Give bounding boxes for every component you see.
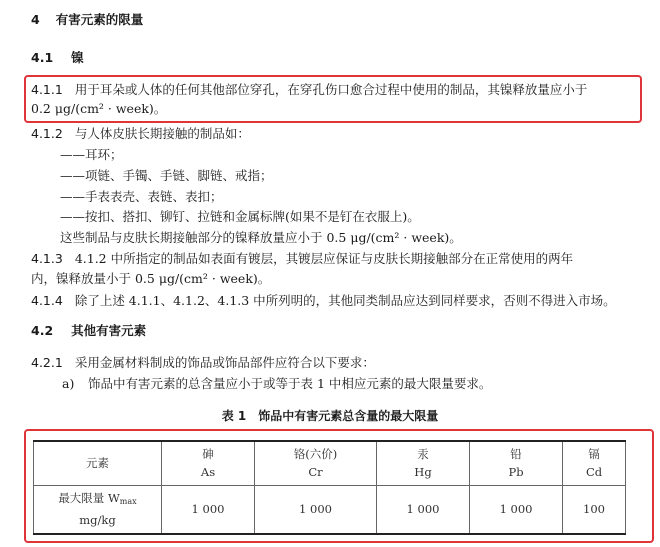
value-cell-cd: 100	[563, 485, 626, 534]
clause-4-1-3-line2: 内，镍释放量小于 0.5 μg/(cm² · week)。	[31, 271, 271, 286]
clause-number: 4.1.1	[31, 82, 63, 97]
clause-text: 采用金属材料制成的饰品或饰品部件应符合以下要求：	[74, 355, 375, 370]
clause-4-1-2-tail: 这些制品与皮肤长期接触部分的镍释放量应小于 0.5 μg/(cm² · week)。	[60, 230, 462, 245]
list-item: ——耳环；	[60, 147, 123, 162]
header-cell-cr: 铬(六价) Cr	[255, 441, 377, 485]
clause-number: 4.1.4	[31, 293, 63, 308]
row-label-cell: 最大限量 $W_{max}$ mg/kg	[34, 485, 162, 534]
clause-4-1-1-line1	[31, 81, 587, 99]
table-1	[33, 440, 626, 535]
table-1-caption: 表 1 饰品中有害元素总含量的最大限量	[221, 409, 439, 423]
clause-4-2-1	[31, 354, 375, 372]
value-cell-cr: 1 000	[255, 485, 377, 534]
list-item: ——按扣、搭扣、铆钉、拉链和金属标牌(如果不是钉在衣服上)。	[60, 209, 420, 224]
list-item: ——项链、手镯、手链、脚链、戒指；	[60, 168, 273, 183]
table-row	[34, 485, 626, 534]
clause-number: 4.2.1	[31, 355, 63, 370]
clause-text: 用于耳朵或人体的任何其他部位穿孔，在穿孔伤口愈合过程中使用的制品，其镍释放量应小于	[74, 82, 588, 97]
table-header-row	[34, 441, 626, 485]
clause-number: 4.1.3	[31, 251, 63, 266]
section-4-1-heading	[31, 49, 84, 67]
header-cell-pb: 铅 Pb	[470, 441, 563, 485]
clause-4-2-1-item-a	[62, 375, 491, 393]
section-number: 4.1	[31, 50, 54, 65]
section-number: 4	[31, 12, 40, 27]
section-title: 其他有害元素	[71, 323, 147, 338]
value-cell-pb: 1 000	[470, 485, 563, 534]
section-title: 有害元素的限量	[55, 12, 144, 27]
section-4-2-heading	[31, 322, 146, 340]
clause-text: 除了上述 4.1.1、4.1.2、4.1.3 中所列明的，其他同类制品应达到同样要求，否则不得进入市场。	[74, 293, 616, 308]
header-cell-as: 砷 As	[162, 441, 255, 485]
clause-4-1-2-intro	[31, 125, 250, 143]
value-cell-as: 1 000	[162, 485, 255, 534]
clause-4-1-1-line2: 0.2 μg/(cm² · week)。	[31, 101, 167, 116]
section-4-heading	[31, 11, 143, 29]
clause-number: 4.1.2	[31, 126, 63, 141]
section-number: 4.2	[31, 323, 54, 338]
section-title: 镍	[71, 50, 84, 65]
item-text: 饰品中有害元素的总含量应小于或等于表 1 中相应元素的最大限量要求。	[88, 376, 492, 391]
clause-text: 与人体皮肤长期接触的制品如：	[74, 126, 250, 141]
item-label: a)	[62, 376, 75, 391]
clause-4-1-4	[31, 292, 616, 310]
clause-text: 4.1.2 中所指定的制品如表面有镀层，其镀层应保证与皮肤长期接触部分在正常使用的两年	[74, 251, 574, 266]
clause-4-1-3-line1	[31, 250, 573, 268]
list-item: ——手表表壳、表链、表扣；	[60, 189, 223, 204]
header-cell-hg: 汞 Hg	[376, 441, 469, 485]
header-label-cell: 元素	[34, 441, 162, 485]
value-cell-hg: 1 000	[376, 485, 469, 534]
header-cell-cd: 镉 Cd	[563, 441, 626, 485]
